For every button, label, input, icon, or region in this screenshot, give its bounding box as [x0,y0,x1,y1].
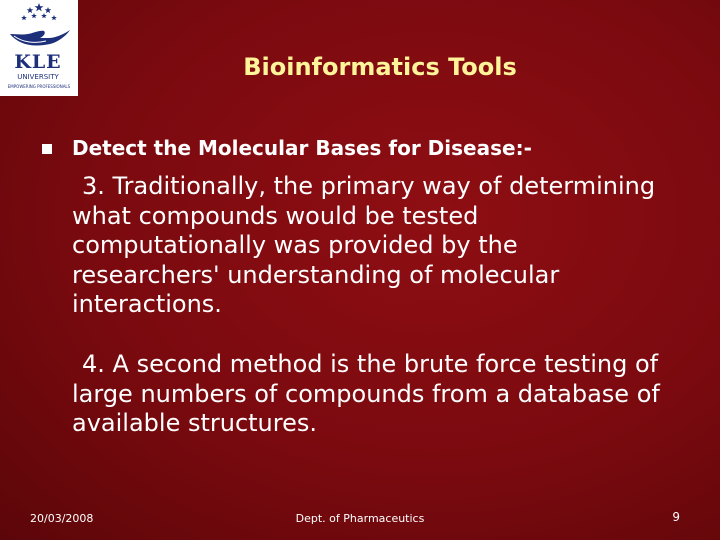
logo-emblem-icon [0,0,78,56]
paragraph-point-4: 4. A second method is the brute force testing of large numbers of compounds from a database of available structures. [72,350,660,438]
logo-subtitle: UNIVERSITY [17,73,59,81]
kle-university-logo [0,0,78,96]
bullet-square-icon [42,144,52,154]
logo-name: KLE [14,51,62,73]
paragraph-point-3: 3. Traditionally, the primary way of determining what compounds would be tested computationally was provided by the researchers' understanding of molecular interactions. [72,172,656,319]
slide-title: Bioinformatics Tools [243,53,517,81]
footer-date: 20/03/2008 [30,512,94,525]
logo-tagline: EMPOWERING PROFESSIONALS [7,84,71,89]
page-number: 9 [672,510,680,524]
footer-department: Dept. of Pharmaceutics [295,512,425,525]
bullet-heading: Detect the Molecular Bases for Disease:- [72,136,532,160]
